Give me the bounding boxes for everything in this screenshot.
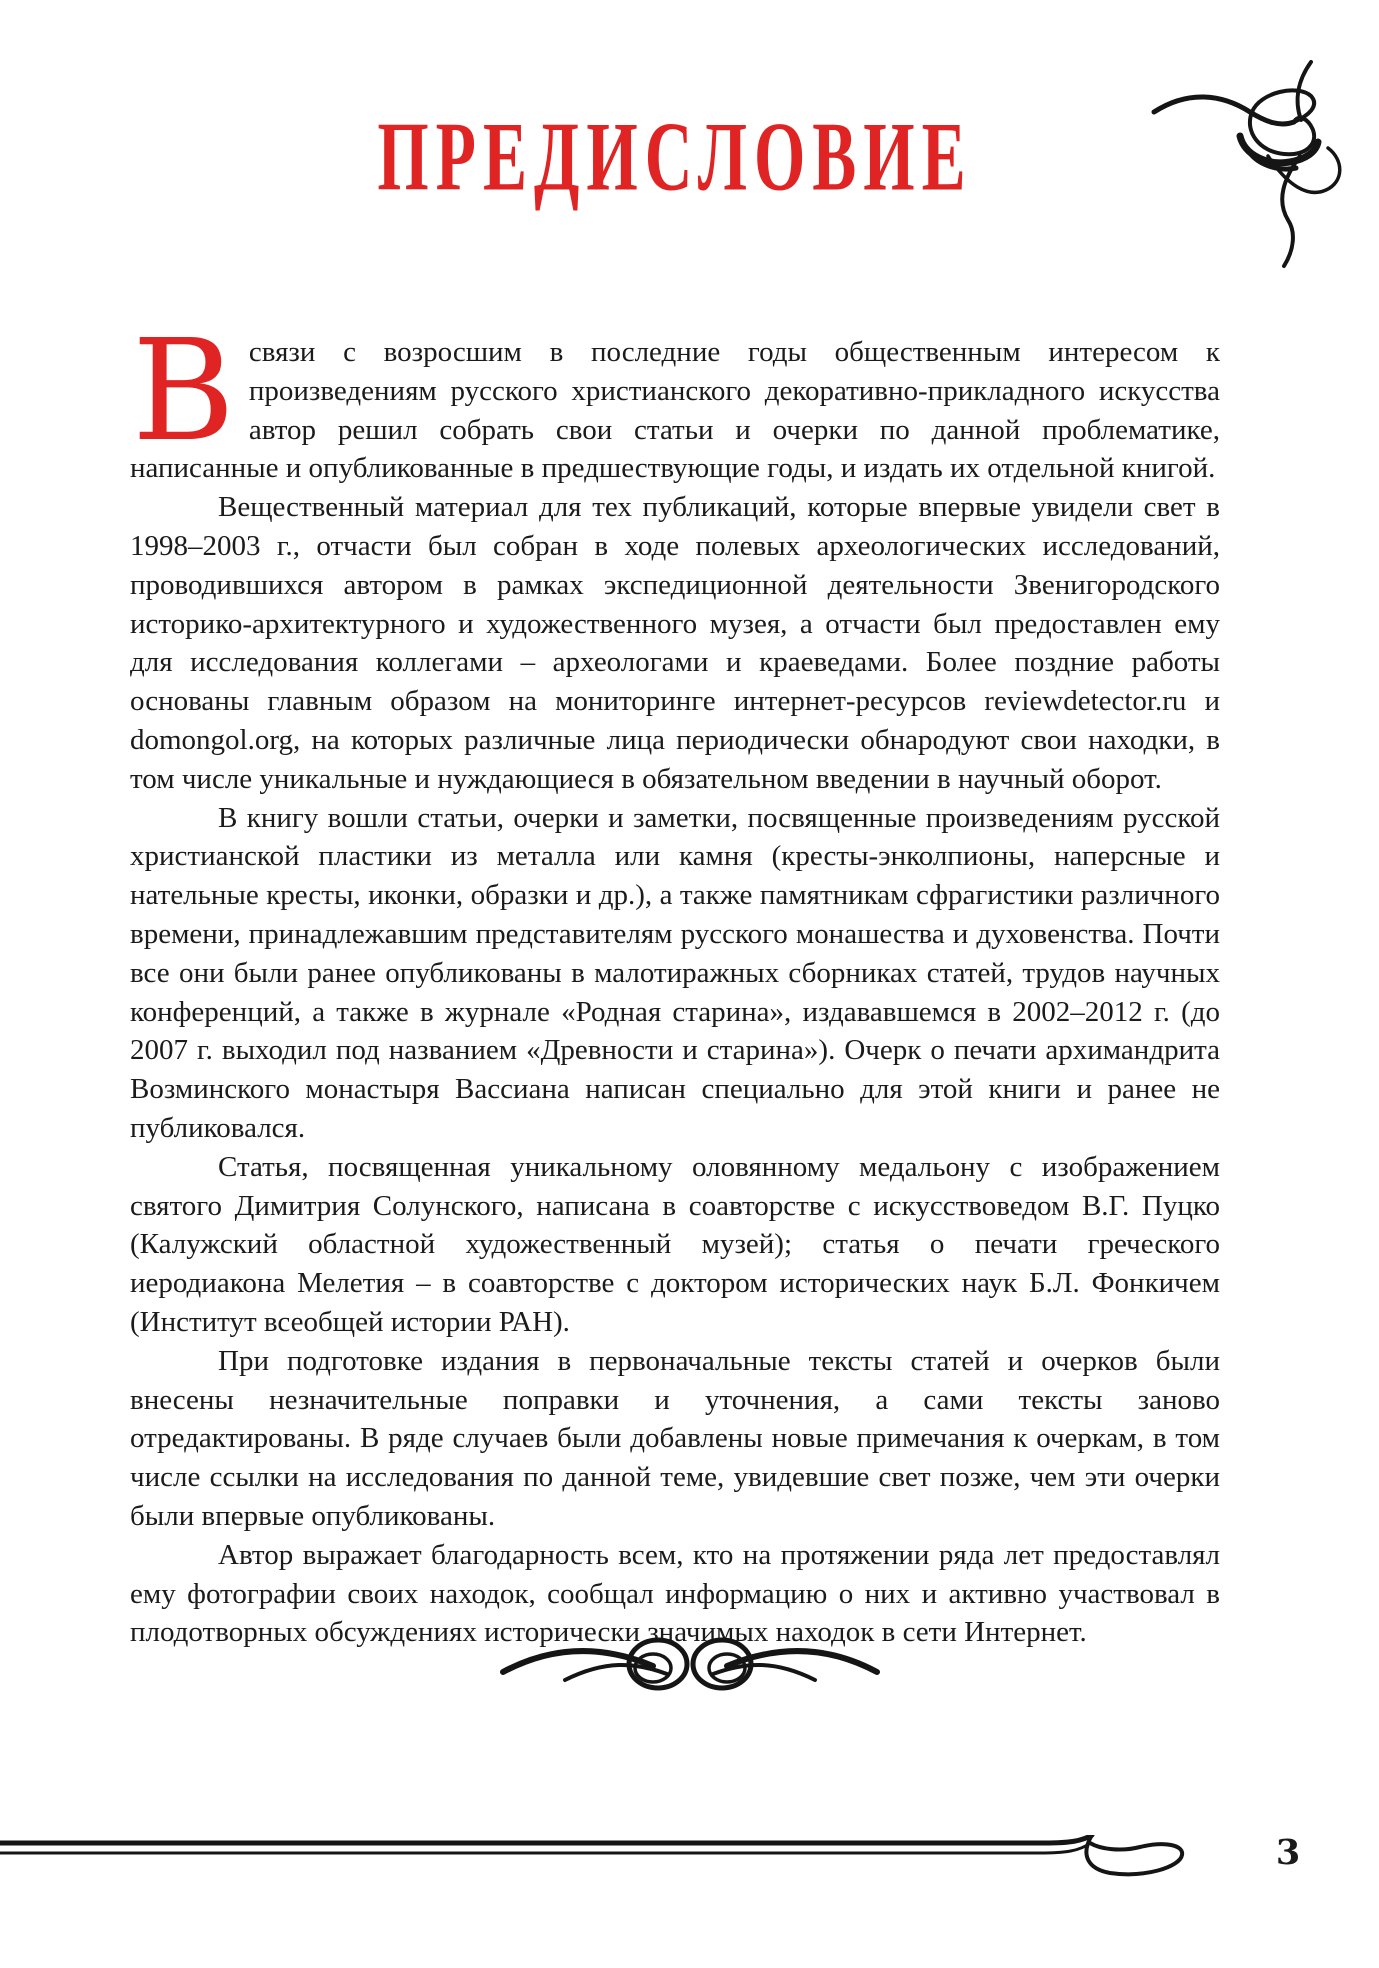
paragraph-1-text: связи с возросшим в последние годы общественным интересом к произведениям русского христианского декоративно-прикладного искусства автор решил собрать свои статьи и очерки по данной проблематике, написанные и опубликованные в предшествующие годы, и издать их отдельной книгой. — [130, 336, 1220, 485]
page-number: 3 — [1275, 1832, 1301, 1873]
paragraph-2: Вещественный материал для тех публикаций, которые впервые увидели свет в 1998–2003 г., отчасти был собран в ходе полевых археологических исследований, проводившихся автором в рамках экспедиционной деятельности Звенигородского историко-архитектурного и художественного музея, а отчасти был предоставлен ему для исследования коллегами – археологами и краеведами. Более поздние работы основаны главным образом на мониторинге интернет-ресурсов reviewdetector.ru и domongol.org, на которых различные лица периодически обнародуют свои находки, в том числе уникальные и нуждающиеся в обязательном введении в научный оборот. — [130, 491, 1220, 795]
footer-rule-icon — [0, 1835, 1220, 1885]
drop-cap: В — [132, 310, 235, 473]
paragraph-6: Автор выражает благодарность всем, кто на протяжении ряда лет предоставлял ему фотографии своих находок, сообщал информацию о них и активно участвовал в плодотворных обсуждениях исторически значимых находок в сети Интернет. — [130, 1538, 1220, 1649]
paragraph-3: В книгу вошли статьи, очерки и заметки, посвященные произведениям русской христианской пластики из металла или камня (кресты-энколпионы, наперсные и нательные кресты, иконки, образки и др.), а также памятникам сфрагистики различного времени, принадлежавшим представителям русского монашества и духовенства. Почти все они были ранее опубликованы в малотиражных сборниках статей, трудов научных конференций, а также в журнале «Родная старина», издававшемся в 2002–2012 г. (до 2007 г. выходил под названием «Древности и старина»). Очерк о печати архимандрита Возминского монастыря Вассиана написан специально для этой книги и ранее не публиковался. — [130, 801, 1220, 1144]
chapter-title: ПРЕДИСЛОВИЕ — [377, 102, 973, 212]
paragraph-4: Статья, посвященная уникальному оловянному медальону с изображением святого Димитрия Солунского, написана в соавторстве с искусствоведом В.Г. Пуцко (Калужский областной художественный музей); статья о печати греческого иеродиакона Мелетия – в соавторстве с доктором исторических наук Б.Л. Фонкичем (Институт всеобщей истории РАН). — [130, 1150, 1220, 1338]
divider-flourish-icon — [495, 1608, 885, 1708]
paragraph-1 — [130, 310, 1220, 488]
paragraph-5: При подготовке издания в первоначальные тексты статей и очерков были внесены незначительные поправки и уточнения, а сами тексты заново отредактированы. В ряде случаев были добавлены новые примечания к очеркам, в том числе ссылки на исследования по данной теме, увидевшие свет позже, чем эти очерки были впервые опубликованы. — [130, 1344, 1220, 1532]
text-column — [130, 310, 1220, 1652]
